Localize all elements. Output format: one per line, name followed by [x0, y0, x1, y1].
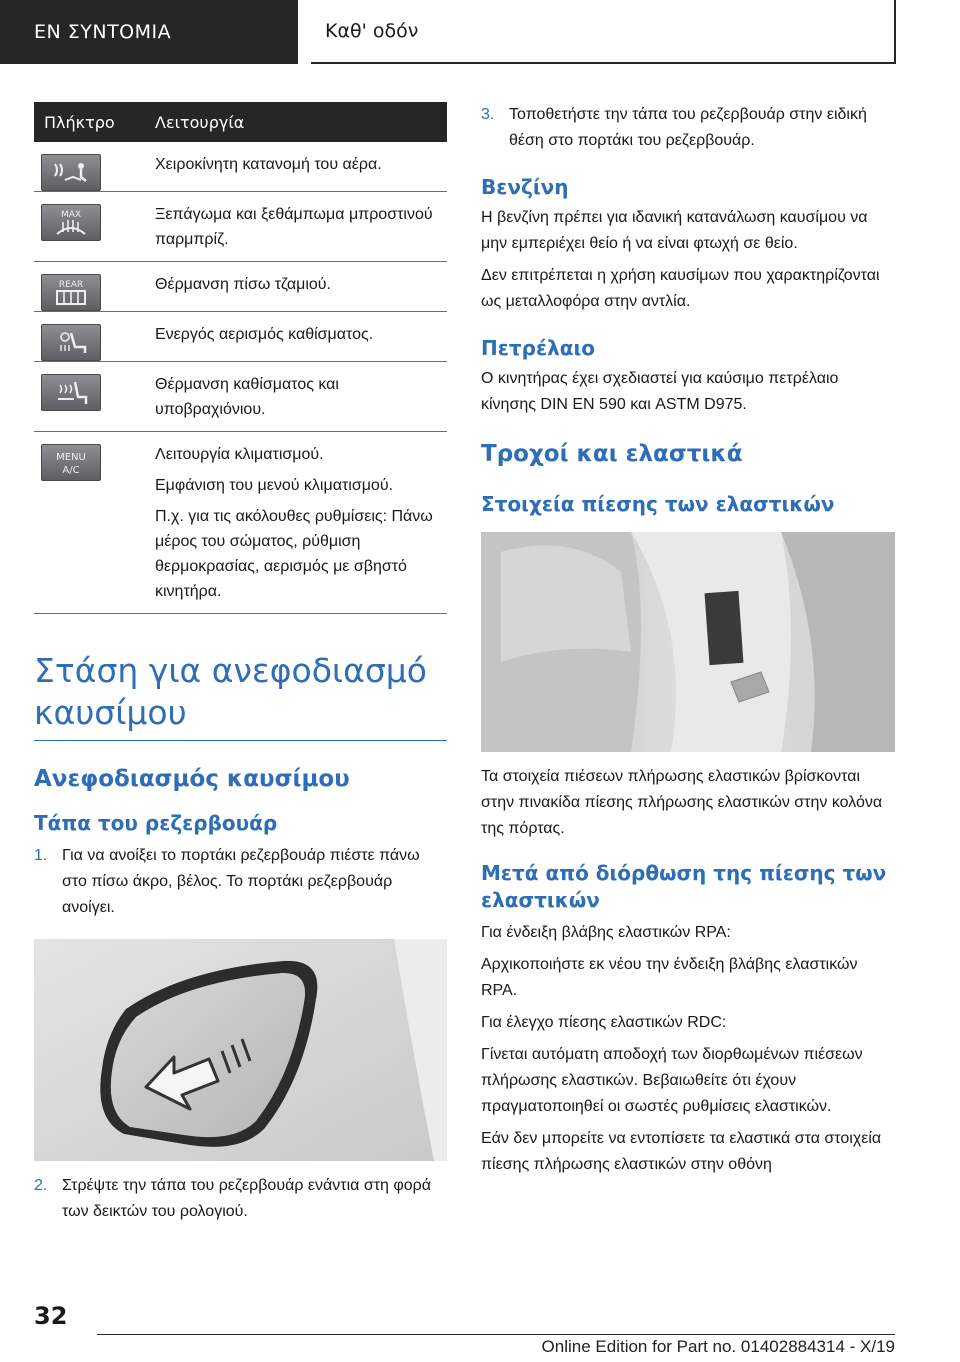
- footer-divider: [97, 1334, 895, 1335]
- manual-air-distribution-icon: [41, 154, 101, 191]
- step-text: Στρέψτε την τάπα του ρεζερβουάρ ενάντια στη φορά των δεικτών του ρολογιού.: [62, 1177, 431, 1220]
- row-text: Θέρμανση καθίσματος και υποβραχιόνιου.: [155, 376, 339, 418]
- menu-ac-icon: [41, 444, 101, 481]
- seat-heating-icon: [41, 374, 101, 411]
- right-column: [481, 102, 895, 1178]
- key-label-ac: A/C: [62, 464, 80, 476]
- diesel-heading: Πετρέλαιο: [481, 336, 596, 360]
- door-pillar-image: [481, 532, 895, 752]
- tyre-data-heading: Στοιχεία πίεσης των ελαστικών: [481, 492, 835, 516]
- paragraph: Για έλεγχο πίεσης ελαστικών RDC:: [481, 1014, 727, 1031]
- row-text: Ενεργός αερισμός καθίσματος.: [155, 326, 374, 343]
- paragraph: Δεν επιτρέπεται η χρήση καυσίμων που χαρακτηρίζονται ως μεταλλοφόρα στην αντλία.: [481, 267, 880, 310]
- max-defrost-icon: [41, 204, 101, 241]
- paragraph: Ο κινητήρας έχει σχεδιαστεί για καύσιμο πετρέλαιο κίνησης DIN EN 590 και ASTM D975.: [481, 370, 839, 413]
- table-row: [34, 192, 447, 262]
- table-row: [34, 142, 447, 192]
- tyre-pressure-label: [705, 591, 744, 665]
- paragraph: Γίνεται αυτόματη αποδοχή των διορθωμένων πιέσεων πλήρωσης ελαστικών. Βεβαιωθείτε ότι έχουν πραγματοποιηθεί οι σωστές ρυθμίσεις ελαστικών.: [481, 1046, 863, 1115]
- table-row: [34, 262, 447, 312]
- step-number: 2.: [34, 1177, 48, 1194]
- col-header-function: Λειτουργία: [155, 102, 447, 142]
- key-function-table: [34, 102, 447, 614]
- list-item: [34, 843, 447, 921]
- table-row: [34, 432, 447, 614]
- paragraph: Αρχικοποιήστε εκ νέου την ένδειξη βλάβης ελαστικών RPA.: [481, 956, 858, 999]
- row-text: Θέρμανση πίσω τζαμιού.: [155, 276, 331, 293]
- list-item: [34, 1173, 447, 1225]
- steps-list: [34, 843, 447, 921]
- seat-ventilation-icon: [41, 324, 101, 361]
- rear-window-defrost-icon: [41, 274, 101, 311]
- row-text: Χειροκίνητη κατανομή του αέρα.: [155, 156, 382, 173]
- paragraph: Η βενζίνη πρέπει για ιδανική κατανάλωση καυσίμου να μην εμπεριέχει θείο ή να είναι φτωχή σε θείο.: [481, 209, 868, 252]
- list-item: [481, 102, 895, 154]
- step-number: 1.: [34, 847, 48, 864]
- steps-list: [34, 1173, 447, 1225]
- section-header: ΕΝ ΣΥΝΤΟΜΙΑ: [0, 0, 298, 64]
- fuel-flap-image: [34, 939, 447, 1161]
- paragraph: Τα στοιχεία πιέσεων πλήρωσης ελαστικών βρίσκονται στην πινακίδα πίεσης πλήρωσης ελαστικών στην κολόνα της πόρτας.: [481, 768, 883, 837]
- wheels-heading: Τροχοί και ελαστικά: [481, 441, 743, 467]
- step-number: 3.: [481, 106, 495, 123]
- row-text: Λειτουργία κλιματισμού.: [155, 446, 324, 463]
- fuel-cap-heading: Τάπα του ρεζερβουάρ: [34, 811, 278, 835]
- step-text: Τοποθετήστε την τάπα του ρεζερβουάρ στην ειδική θέση στο πορτάκι του ρεζερβουάρ.: [509, 106, 867, 149]
- petrol-heading: Βενζίνη: [481, 175, 569, 199]
- table-row: [34, 362, 447, 432]
- col-header-key: Πλήκτρο: [34, 102, 155, 142]
- key-label: REAR: [58, 279, 84, 290]
- page-number: 32: [34, 1302, 68, 1330]
- table-row: [34, 312, 447, 362]
- key-label-menu: MENU: [56, 451, 86, 463]
- chapter-header: Καθ' οδόν: [311, 0, 896, 64]
- steps-list: [481, 102, 895, 154]
- after-correction-heading: Μετά από διόρθωση της πίεσης των ελαστικών: [481, 861, 887, 912]
- paragraph: Εάν δεν μπορείτε να εντοπίσετε τα ελαστικά στα στοιχεία πίεσης πλήρωσης ελαστικών στην οθόνη: [481, 1130, 882, 1173]
- left-column: [34, 102, 447, 1225]
- subsection-title: Ανεφοδιασμός καυσίμου: [34, 766, 350, 792]
- row-text: Ξεπάγωμα και ξεθάμπωμα μπροστινού παρμπρίζ.: [155, 206, 433, 248]
- row-text: Π.χ. για τις ακόλουθες ρυθμίσεις: Πάνω μέρος του σώματος, ρύθμιση θερμοκρασίας, αερισμός με σβηστό κινητήρα.: [155, 508, 433, 600]
- paragraph: Για ένδειξη βλάβης ελαστικών RPA:: [481, 924, 731, 941]
- section-title: Στάση για ανεφοδιασμό καυσίμου: [34, 650, 447, 741]
- row-text: Εμφάνιση του μενού κλιματισμού.: [155, 477, 394, 494]
- step-text: Για να ανοίξει το πορτάκι ρεζερβουάρ πιέστε πάνω στο πίσω άκρο, βέλος. Το πορτάκι ρεζερβουάρ ανοίγει.: [62, 847, 420, 916]
- footer-edition: Online Edition for Part no. 01402884314 - X/19: [541, 1337, 895, 1356]
- key-label: MAX: [60, 209, 82, 220]
